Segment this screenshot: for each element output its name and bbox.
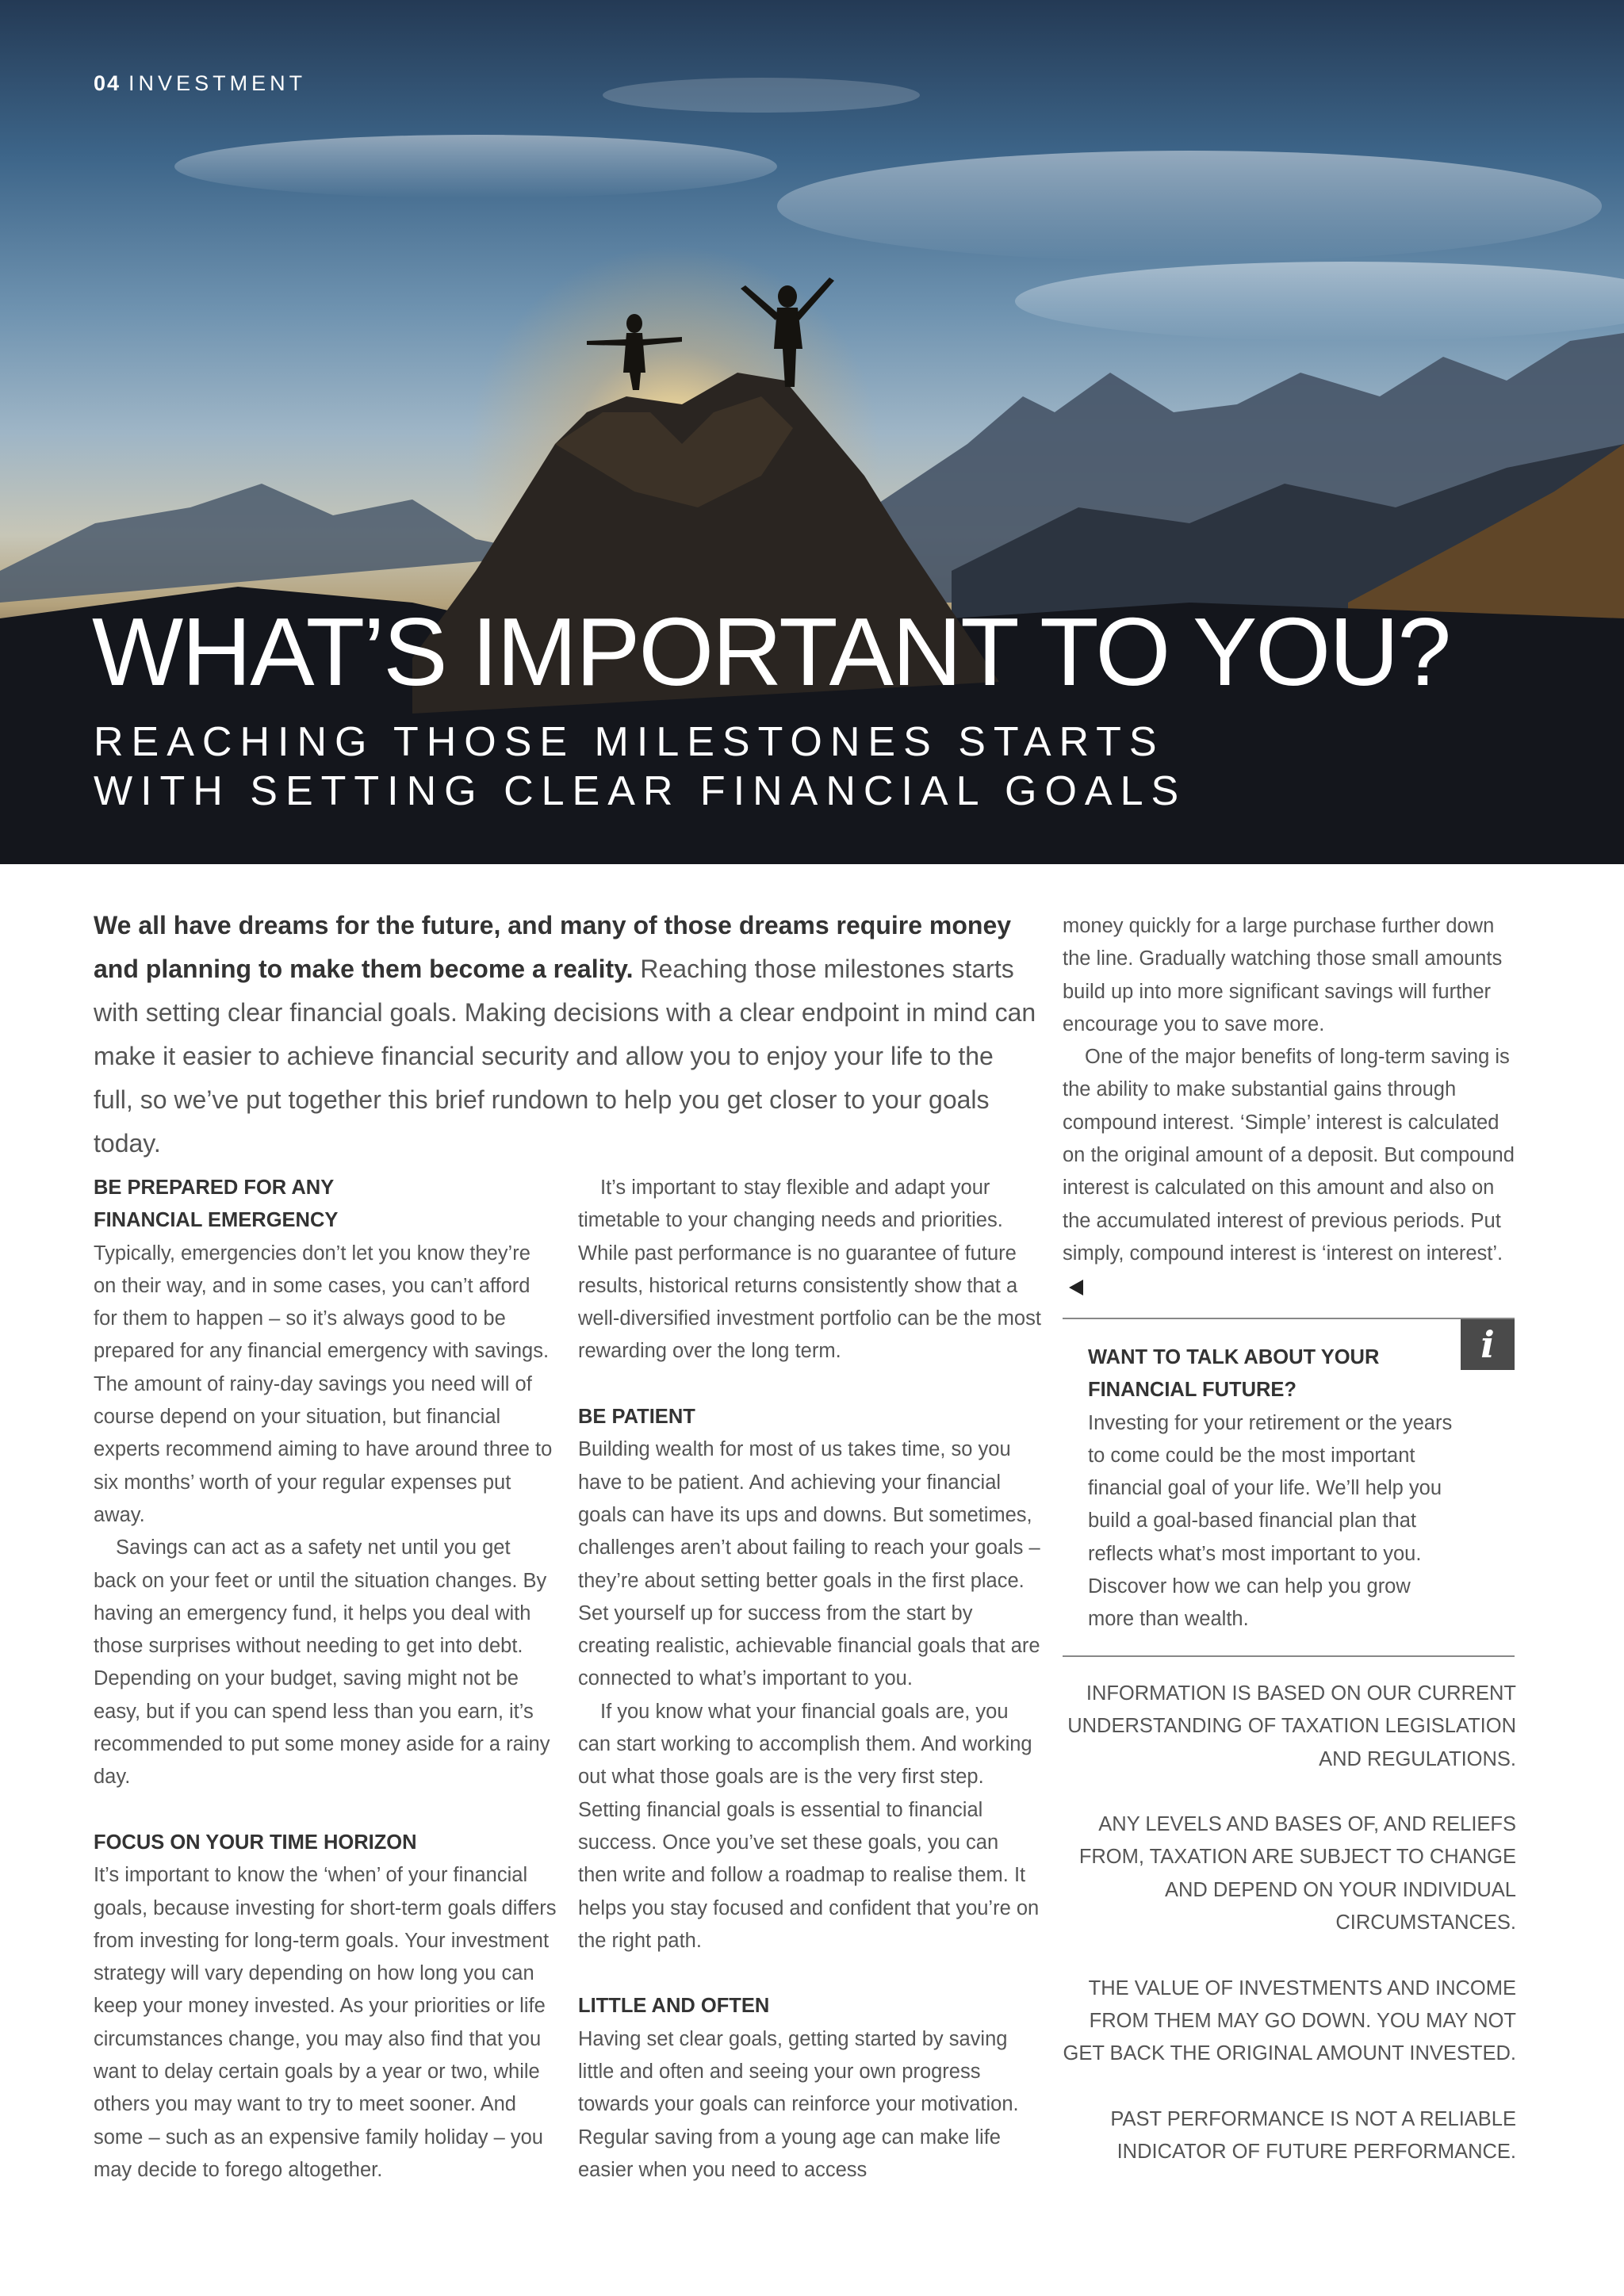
little-often-paragraph-1-end: money quickly for a large purchase further down the line. Gradually watching those small amounts build up into more significant savings will further encourage you to save more.	[1063, 915, 1503, 1035]
column-3	[1063, 910, 1516, 1303]
column-2	[578, 1172, 1042, 2187]
page-number: 04	[94, 71, 121, 95]
intro-text: Reaching those milestones starts with setting clear financial goals. Making decisions with a clear endpoint in mind can make it easier to achieve financial security and allow you to enjoy your life to the full, so we’ve put together this brief rundown to help you get closer to your goals today.	[94, 955, 1036, 1158]
emergency-paragraph-1: Typically, emergencies don’t let you know they’re on their way, and in some cases, you can’t afford for them to happen – so it’s always good to be prepared for any financial emergency with savings. The amount of rainy-day savings you need will of course depend on your situation, but financial experts recommend aiming to have around three to six months’ worth of your regular expenses put away.	[94, 1242, 553, 1526]
contact-info-box	[1063, 1318, 1515, 1657]
page-subtitle	[94, 718, 1600, 816]
subtitle-line-1: REACHING THOSE MILESTONES STARTS	[94, 719, 1165, 765]
end-of-article-icon	[1069, 1280, 1083, 1295]
disclaimer-taxation-legislation: INFORMATION IS BASED ON OUR CURRENT UNDERSTANDING OF TAXATION LEGISLATION AND REGULATIONS.	[1067, 1682, 1516, 1770]
hero-image	[0, 0, 1624, 864]
intro-paragraph	[94, 904, 1037, 1165]
info-box-heading: WANT TO TALK ABOUT YOUR FINANCIAL FUTURE?	[1088, 1346, 1380, 1402]
horizon-paragraph-2: It’s important to stay flexible and adapt your timetable to your changing needs and priorities. While past performance is no guarantee of future results, historical returns consistently show that a well-diversified investment portfolio can be the most rewarding over the long term.	[578, 1177, 1041, 1363]
page-section-label	[94, 71, 306, 96]
subtitle-line-2: WITH SETTING CLEAR FINANCIAL GOALS	[94, 768, 1187, 814]
risk-disclaimers	[1063, 1678, 1516, 2202]
column-1	[94, 1172, 557, 2187]
disclaimer-past-performance: PAST PERFORMANCE IS NOT A RELIABLE INDICATOR OF FUTURE PERFORMANCE.	[1110, 2107, 1516, 2164]
section-heading-little-often: LITTLE AND OFTEN	[578, 1995, 770, 2018]
little-often-paragraph-2: One of the major benefits of long-term saving is the ability to make substantial gains through compound interest. ‘Simple’ interest is calculated on the original amount of a deposit. But compound interest is calculated on this amount and also on the accumulated interest of previous periods. Put simply, compound interest is ‘interest on interest’.	[1063, 1041, 1516, 1303]
intro-bold-lead: We all have dreams for the future, and many of those dreams require money and planning to make them become a reality.	[94, 911, 1012, 983]
disclaimer-taxation-reliefs: ANY LEVELS AND BASES OF, AND RELIEFS FROM, TAXATION ARE SUBJECT TO CHANGE AND DEPEND ON YOUR INDIVIDUAL CIRCUMSTANCES.	[1078, 1813, 1516, 1934]
info-box-content	[1088, 1341, 1461, 1636]
section-heading-horizon: FOCUS ON YOUR TIME HORIZON	[94, 1831, 417, 1854]
info-box-text: Investing for your retirement or the years to come could be the most important financial goal of your life. We’ll help you build a goal-based financial plan that reflects what’s most important to you. Discover how we can help you grow more than wealth.	[1088, 1411, 1453, 1631]
info-icon: i	[1461, 1319, 1515, 1370]
disclaimer-investment-value: THE VALUE OF INVESTMENTS AND INCOME FROM THEM MAY GO DOWN. YOU MAY NOT GET BACK THE ORIGINAL AMOUNT INVESTED.	[1063, 1976, 1516, 2065]
little-often-paragraph-1-start: Having set clear goals, getting started by saving little and often and seeing your own progress towards your goals can reinforce your motivation. Regular saving from a young age can make life easier when you need to access	[578, 2027, 1019, 2181]
patient-paragraph-1: Building wealth for most of us takes time, so you have to be patient. And achieving your financial goals can have its ups and downs. But sometimes, challenges aren’t about failing to reach your goals – they’re about setting better goals in the first place. Set yourself up for success from the start by creating realistic, achievable financial goals that are connected to what’s important to you.	[578, 1438, 1040, 1690]
page-title: WHAT’S IMPORTANT TO YOU?	[92, 598, 1450, 706]
section-heading-emergency: BE PREPARED FOR ANY FINANCIAL EMERGENCY	[94, 1177, 339, 1232]
section-name: INVESTMENT	[128, 71, 307, 95]
patient-paragraph-2: If you know what your financial goals are, you can start working to accomplish them. And working out what those goals are is the very first step. Setting financial goals is essential to financial success. Once you’ve set these goals, you can then write and follow a roadmap to realise them. It helps you stay focused and confident that you’re on the right path.	[578, 1700, 1040, 1952]
horizon-paragraph-1: It’s important to know the ‘when’ of your financial goals, because investing for short-term goals differs from investing for long-term goals. Your investment strategy will vary depending on how long you can keep your money invested. As your priorities or life circumstances change, you may also find that you want to delay certain goals by a year or two, while others you may want to try to meet sooner. And some – such as an expensive family holiday – you may decide to forego altogether.	[94, 1864, 557, 2181]
emergency-paragraph-2: Savings can act as a safety net until you get back on your feet or until the situation changes. By having an emergency fund, it helps you deal with those surprises without needing to get into debt. Depending on your budget, saving might not be easy, but if you can spend less than you earn, it’s recommended to put some money aside for a rainy day.	[94, 1536, 550, 1789]
section-heading-patient: BE PATIENT	[578, 1406, 695, 1429]
